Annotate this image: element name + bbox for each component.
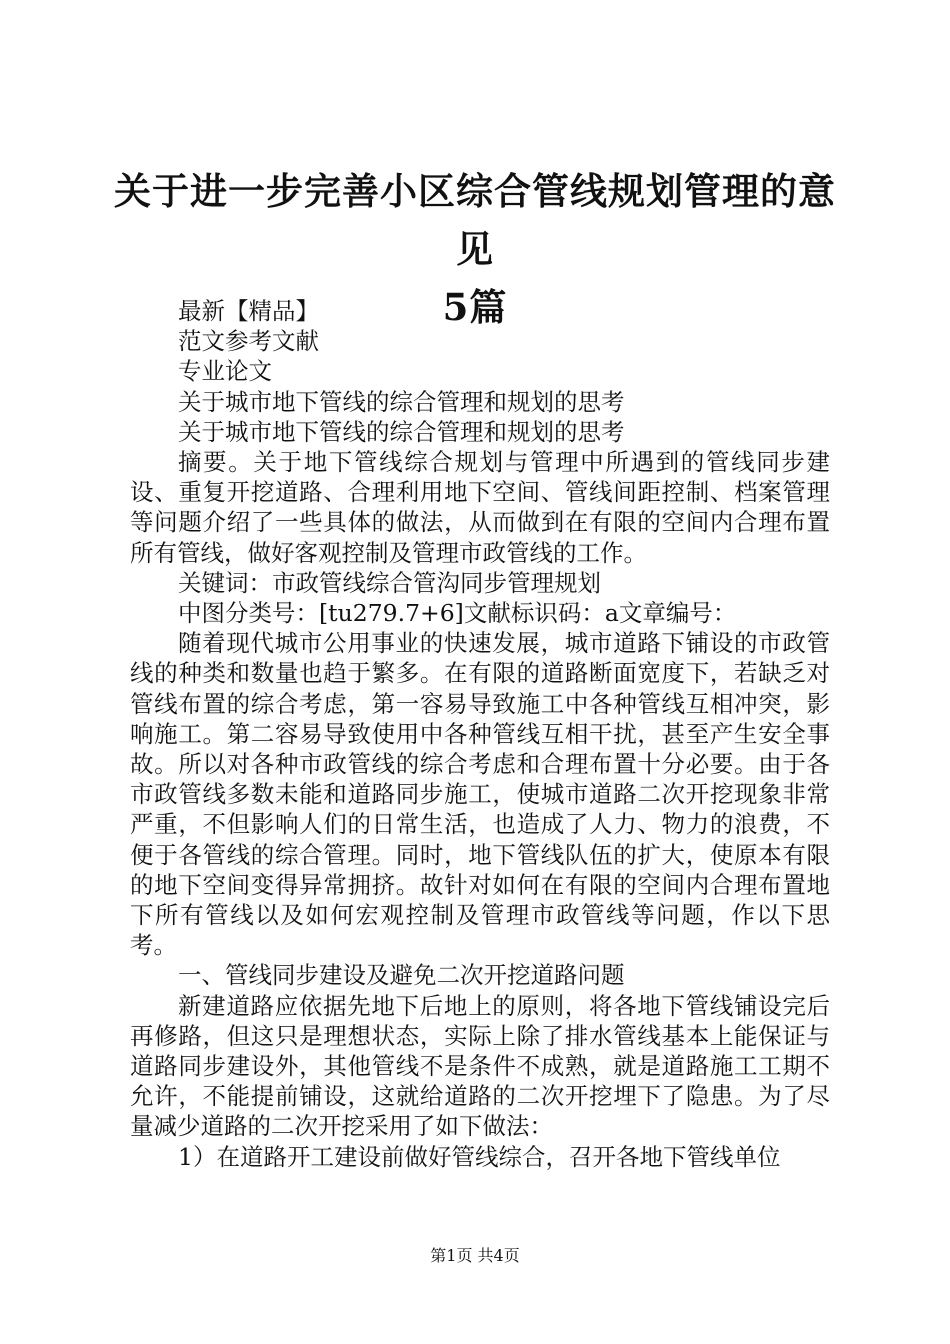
- header-line: 最新【精品】: [178, 297, 319, 325]
- page-number: 第1页 共4页: [430, 1246, 520, 1265]
- title-line-2: 5篇: [442, 285, 508, 329]
- header-line: 关于城市地下管线的综合管理和规划的思考: [178, 417, 625, 446]
- header-line: 范文参考文献: [178, 327, 319, 356]
- list-item: 1）在道路开工建设前做好管线综合，召开各地下管线单位: [178, 1142, 781, 1171]
- keywords-line: 关键词：市政管线综合管沟同步管理规划: [178, 568, 601, 597]
- section-heading: 一、管线同步建设及避免二次开挖道路问题: [178, 961, 625, 990]
- abstract-paragraph: 摘要。关于地下管线综合规划与管理中所遇到的管线同步建设、重复开挖道路、合理利用地下空间、管线间距控制、档案管理等问题介绍了一些具体的做法，从而做到在有限的空间内合理布置所有管线，做好客观控制及管理市政管线的工作。: [130, 448, 830, 567]
- body-paragraph: 随着现代城市公用事业的快速发展，城市道路下铺设的市政管线的种类和数量也趋于繁多。在有限的道路断面宽度下，若缺乏对管线布置的综合考虑，第一容易导致施工中各种管线互相冲突，影响施工。第二容易导致使用中各种管线互相干扰，甚至产生安全事故。所以对各种市政管线的综合考虑和合理布置十分必要。由于各市政管线多数未能和道路同步施工，使城市道路二次开挖现象非常严重，不但影响人们的日常生活，也造成了人力、物力的浪费，不便于各管线的综合管理。同时，地下管线队伍的扩大，使原本有限的地下空间变得异常拥挤。故针对如何在有限的空间内合理布置地下所有管线以及如何宏观控制及管理市政管线等问题，作以下思考。: [130, 629, 830, 960]
- body-paragraph: 新建道路应依据先地下后地上的原则，将各地下管线铺设完后再修路，但这只是理想状态，实际上除了排水管线基本上能保证与道路同步建设外，其他管线不是条件不成熟，就是道路施工工期不允许，不能提前铺设，这就给道路的二次开挖埋下了隐患。为了尽量减少道路的二次开挖采用了如下做法：: [130, 991, 830, 1141]
- classification-line: 中图分类号：[tu279.7+6]文献标识码：a文章编号：: [178, 599, 737, 628]
- title-line-1: 关于进一步完善小区综合管线规划管理的意见: [114, 169, 836, 271]
- header-line: 专业论文: [178, 357, 272, 386]
- page-footer: [0, 1243, 950, 1266]
- document-body: [130, 296, 830, 1172]
- header-line: 关于城市地下管线的综合管理和规划的思考: [178, 387, 625, 416]
